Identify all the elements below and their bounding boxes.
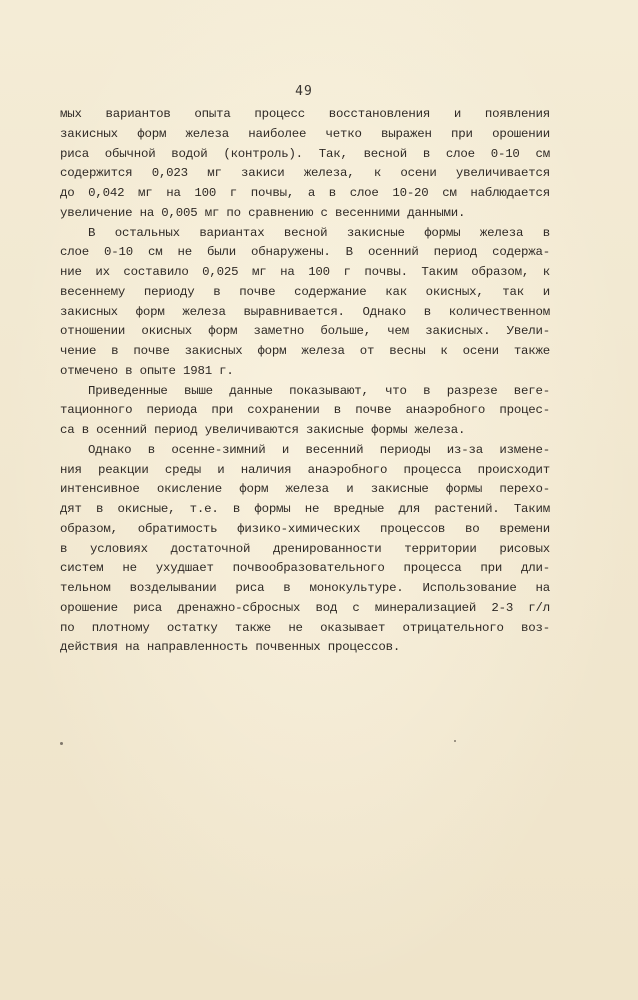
- text-line: увеличение на 0,005 мг по сравнению с весенними данными.: [60, 205, 466, 220]
- text-line: весеннему периоду в почве содержание как окисных, так и: [60, 284, 550, 299]
- text-line: закисных форм железа выравнивается. Однако в количественном: [60, 304, 550, 319]
- text-line: в условиях достаточной дренированности территории рисовых: [60, 541, 550, 556]
- text-line: слое 0-10 см не были обнаружены. В осенний период содержа-: [60, 245, 550, 260]
- text-line: систем не ухудшает почвообразовательного процесса при дли-: [60, 561, 550, 576]
- text-line: са в осенний период увеличиваются закисные формы железа.: [60, 423, 466, 437]
- page-number: 49: [295, 84, 313, 99]
- text-line: действия на направленность почвенных процессов.: [60, 640, 401, 655]
- text-line: риса обычной водой (контроль). Так, весной в слое 0-10 см: [60, 146, 550, 161]
- text-line: тационного периода при сохранении в почве анаэробного процес-: [60, 403, 550, 418]
- text-line: тельном возделывании риса в монокультуре. Использование на: [60, 581, 550, 595]
- text-line: закисных форм железа наиболее четко выражен при орошении: [60, 126, 550, 141]
- text-line: орошение риса дренажно-сбросных вод с минерализацией 2-3 г/л: [60, 600, 550, 615]
- body-text: [60, 105, 550, 658]
- text-line: чение в почве закисных форм железа от весны к осени также: [60, 344, 550, 358]
- text-line: отмечено в опыте 1981 г.: [60, 363, 234, 378]
- text-line: по плотному остатку также не оказывает отрицательного воз-: [60, 620, 550, 635]
- text-line: отношении окисных форм заметно больше, чем закисных. Увели-: [60, 324, 550, 339]
- text-line: дят в окисные, т.е. в формы не вредные для растений. Таким: [60, 502, 550, 516]
- paper-speck: [454, 740, 456, 742]
- text-line: ние их составило 0,025 мг на 100 г почвы. Таким образом, к: [60, 265, 550, 279]
- text-line: Приведенные выше данные показывают, что в разрезе веге-: [88, 383, 550, 398]
- paper-speck: [60, 742, 63, 745]
- text-line: ния реакции среды и наличия анаэробного процесса происходит: [60, 462, 550, 477]
- text-line: интенсивное окисление форм железа и закисные формы перехо-: [60, 482, 550, 497]
- text-line: образом, обратимость физико-химических процессов во времени: [60, 521, 550, 536]
- text-line: до 0,042 мг на 100 г почвы, а в слое 10-20 см наблюдается: [60, 186, 550, 200]
- text-line: Однако в осенне-зимний и весенний периоды из-за измене-: [88, 442, 550, 457]
- text-line: В остальных вариантах весной закисные формы железа в: [88, 225, 550, 240]
- text-line: мых вариантов опыта процесс восстановления и появления: [60, 107, 550, 121]
- text-line: содержится 0,023 мг закиси железа, к осени увеличивается: [60, 166, 550, 181]
